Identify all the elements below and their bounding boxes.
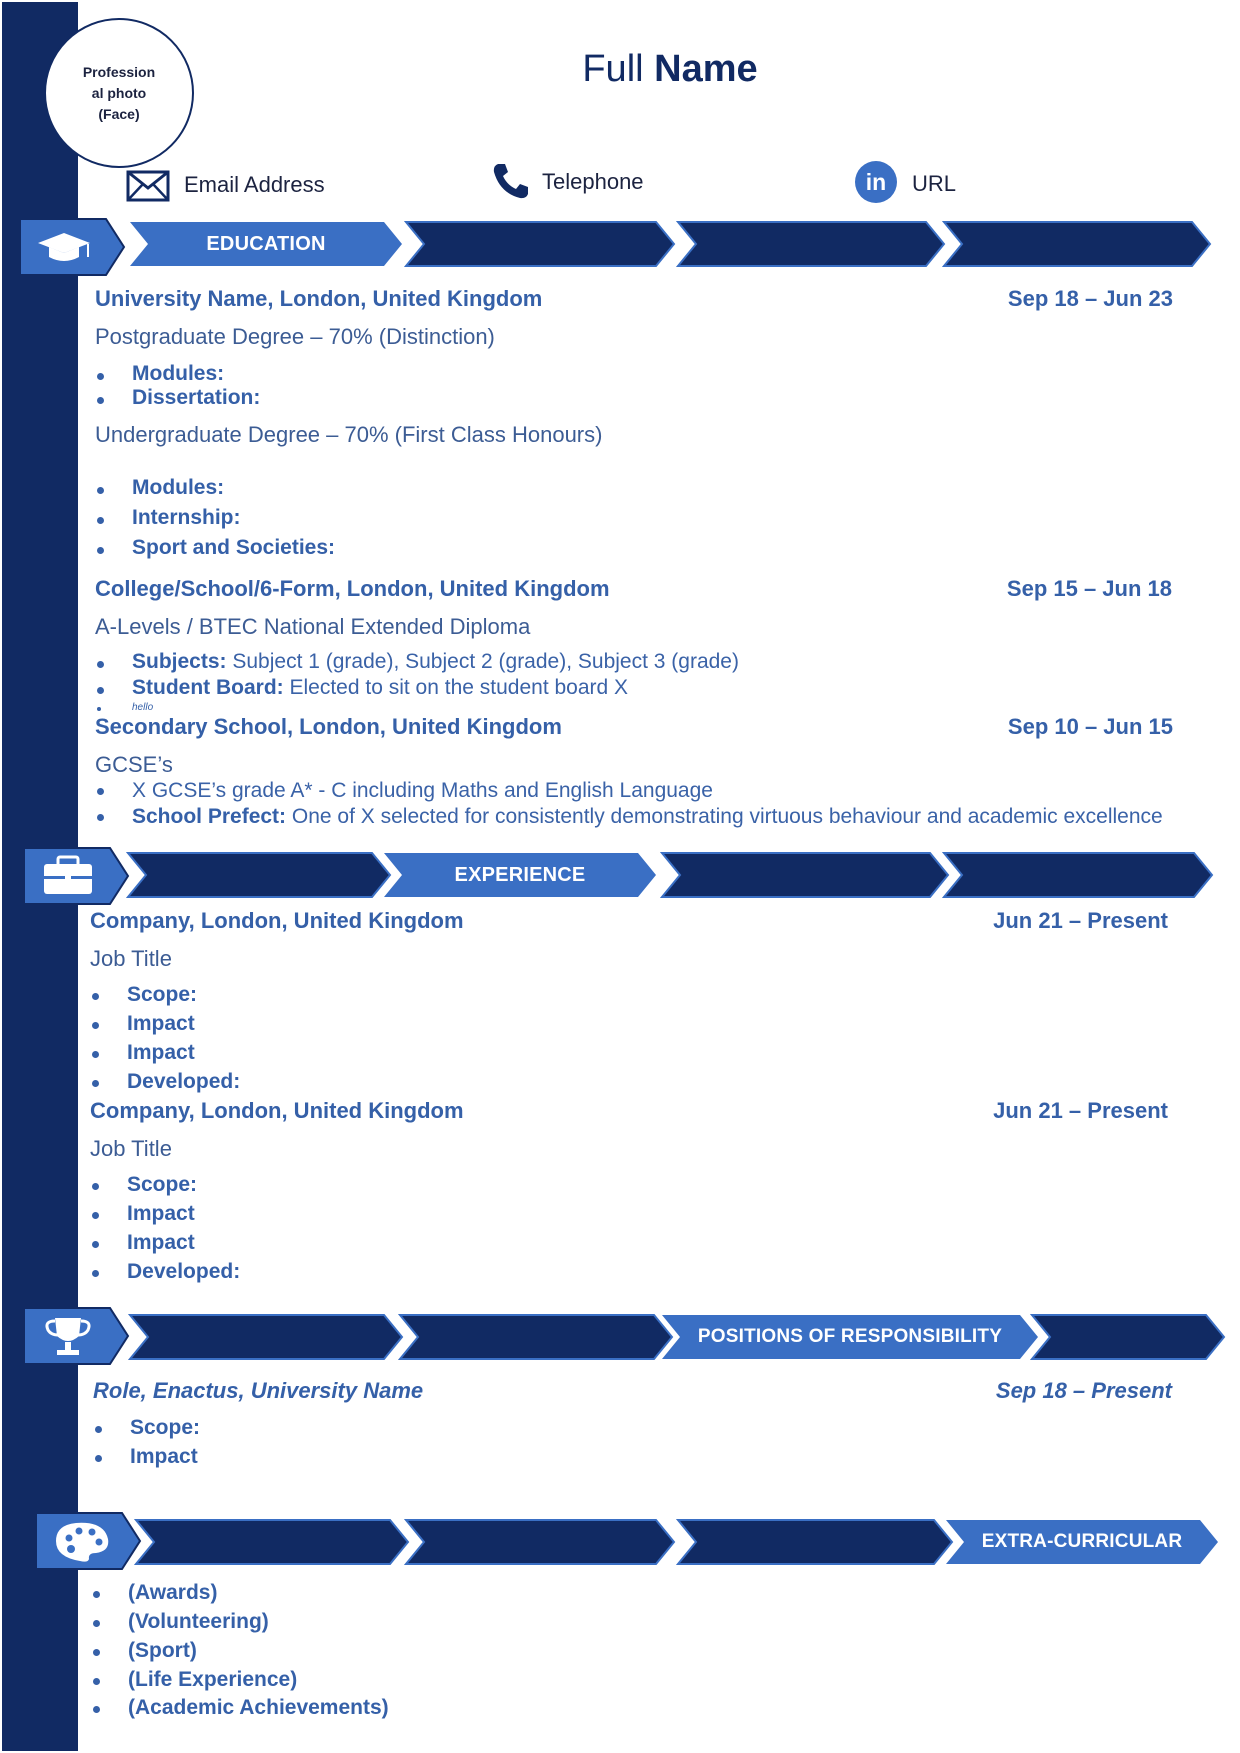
list-item: Student Board: Elected to sit on the student board X	[132, 676, 629, 699]
bullet-dot	[92, 1241, 99, 1248]
banner-arrow	[660, 852, 950, 898]
postgraduate-degree: Postgraduate Degree – 70% (Distinction)	[95, 324, 495, 349]
bullet-dot	[97, 373, 104, 380]
list-item: Modules:	[132, 362, 225, 385]
bullet-dot	[92, 1080, 99, 1087]
list-item: Impact	[127, 1041, 195, 1064]
bullet-dot	[95, 1426, 102, 1433]
list-item: Impact	[130, 1445, 198, 1468]
bullet-dot	[93, 1591, 100, 1598]
list-item: Sport and Societies:	[132, 536, 336, 559]
trophy-icon	[22, 1306, 130, 1366]
list-item: Scope:	[130, 1416, 201, 1439]
bullet-dot	[97, 707, 101, 711]
palette-icon	[34, 1511, 142, 1571]
banner-arrow	[676, 221, 946, 267]
banner-arrow	[676, 1519, 954, 1565]
bullet-dot	[97, 547, 104, 554]
list-item: (Volunteering)	[128, 1610, 269, 1633]
list-item: Dissertation:	[132, 386, 261, 409]
secondary-dates: Sep 10 – Jun 15	[1007, 714, 1173, 739]
list-item: Scope:	[127, 1173, 198, 1196]
bullet-dot	[97, 397, 104, 404]
linkedin-icon	[854, 160, 898, 209]
banner-arrow	[134, 1519, 410, 1565]
college-name: College/School/6-Form, London, United Kingdom	[95, 576, 610, 601]
list-item: Scope:	[127, 983, 198, 1006]
banner-arrow	[128, 1314, 404, 1360]
responsibility-heading: POSITIONS OF RESPONSIBILITY	[660, 1314, 1040, 1360]
list-item: Subjects: Subject 1 (grade), Subject 2 (grade), Subject 3 (grade)	[132, 650, 739, 673]
profile-photo-placeholder	[44, 18, 194, 168]
url-link[interactable]: URL	[912, 171, 957, 196]
photo-text: Profession al photo (Face)	[82, 63, 156, 122]
secondary-school-name: Secondary School, London, United Kingdom	[95, 714, 562, 739]
svg-text:in: in	[865, 169, 887, 195]
list-item: School Prefect: One of X selected for consistently demonstrating virtuous behaviour and academic excellence	[132, 805, 1163, 828]
list-item: Developed:	[127, 1260, 241, 1283]
job-dates: Jun 21 – Present	[993, 908, 1168, 933]
banner-arrow	[942, 221, 1212, 267]
bullet-dot	[92, 1022, 99, 1029]
job-title: Job Title	[90, 1136, 172, 1161]
bullet-dot	[95, 1455, 102, 1462]
college-dates: Sep 15 – Jun 18	[1006, 576, 1172, 601]
bullet-dot	[92, 1212, 99, 1219]
bullet-dot	[97, 661, 104, 668]
list-item: (Academic Achievements)	[128, 1696, 389, 1719]
list-item: Internship:	[132, 506, 241, 529]
briefcase-icon	[22, 846, 130, 906]
list-item: Impact	[127, 1202, 195, 1225]
bullet-dot	[97, 487, 104, 494]
list-item: X GCSE’s grade A* - C including Maths and English Language	[132, 779, 713, 802]
bullet-dot	[93, 1678, 100, 1685]
banner-arrow	[1030, 1314, 1226, 1360]
bullet-dot	[97, 687, 104, 694]
university-name: University Name, London, United Kingdom	[95, 286, 543, 311]
list-item: (Life Experience)	[128, 1668, 298, 1691]
telephone-link[interactable]: Telephone	[542, 169, 644, 194]
list-item: Modules:	[132, 476, 225, 499]
job-title: Job Title	[90, 946, 172, 971]
education-heading: EDUCATION	[128, 221, 404, 267]
banner-arrow	[404, 1519, 676, 1565]
bullet-dot	[97, 788, 104, 795]
company-name: Company, London, United Kingdom	[90, 1098, 464, 1123]
extra-curricular-heading: EXTRA-CURRICULAR	[944, 1519, 1220, 1565]
banner-arrow	[126, 852, 392, 898]
envelope-icon	[126, 170, 170, 207]
list-item: Impact	[127, 1012, 195, 1035]
bullet-dot	[97, 517, 104, 524]
banner-arrow	[942, 852, 1214, 898]
bullet-dot	[93, 1649, 100, 1656]
banner-arrow	[404, 221, 676, 267]
bullet-dot	[92, 993, 99, 1000]
bullet-dot	[93, 1706, 100, 1713]
bullet-dot	[97, 814, 104, 821]
bullet-dot	[92, 1270, 99, 1277]
experience-heading: EXPERIENCE	[382, 852, 658, 898]
company-name: Company, London, United Kingdom	[90, 908, 464, 933]
role-dates: Sep 18 – Present	[995, 1378, 1172, 1403]
bullet-dot	[92, 1051, 99, 1058]
list-item: (Sport)	[128, 1639, 197, 1662]
secondary-qualification: GCSE’s	[95, 752, 173, 777]
university-dates: Sep 18 – Jun 23	[1007, 286, 1173, 311]
full-name: Full Name	[582, 48, 758, 90]
list-item: Impact	[127, 1231, 195, 1254]
role-name: Role, Enactus, University Name	[93, 1378, 424, 1403]
banner-arrow	[398, 1314, 674, 1360]
phone-icon	[490, 160, 532, 207]
bullet-dot	[92, 1183, 99, 1190]
undergraduate-degree: Undergraduate Degree – 70% (First Class Honours)	[95, 422, 603, 447]
list-item: (Awards)	[128, 1581, 218, 1604]
college-qualification: A-Levels / BTEC National Extended Diploma	[95, 614, 531, 639]
job-dates: Jun 21 – Present	[993, 1098, 1168, 1123]
email-link[interactable]: Email Address	[184, 172, 325, 197]
list-item: Developed:	[127, 1070, 241, 1093]
note-text: hello	[132, 702, 154, 713]
bullet-dot	[93, 1620, 100, 1627]
graduation-cap-icon	[18, 217, 126, 277]
